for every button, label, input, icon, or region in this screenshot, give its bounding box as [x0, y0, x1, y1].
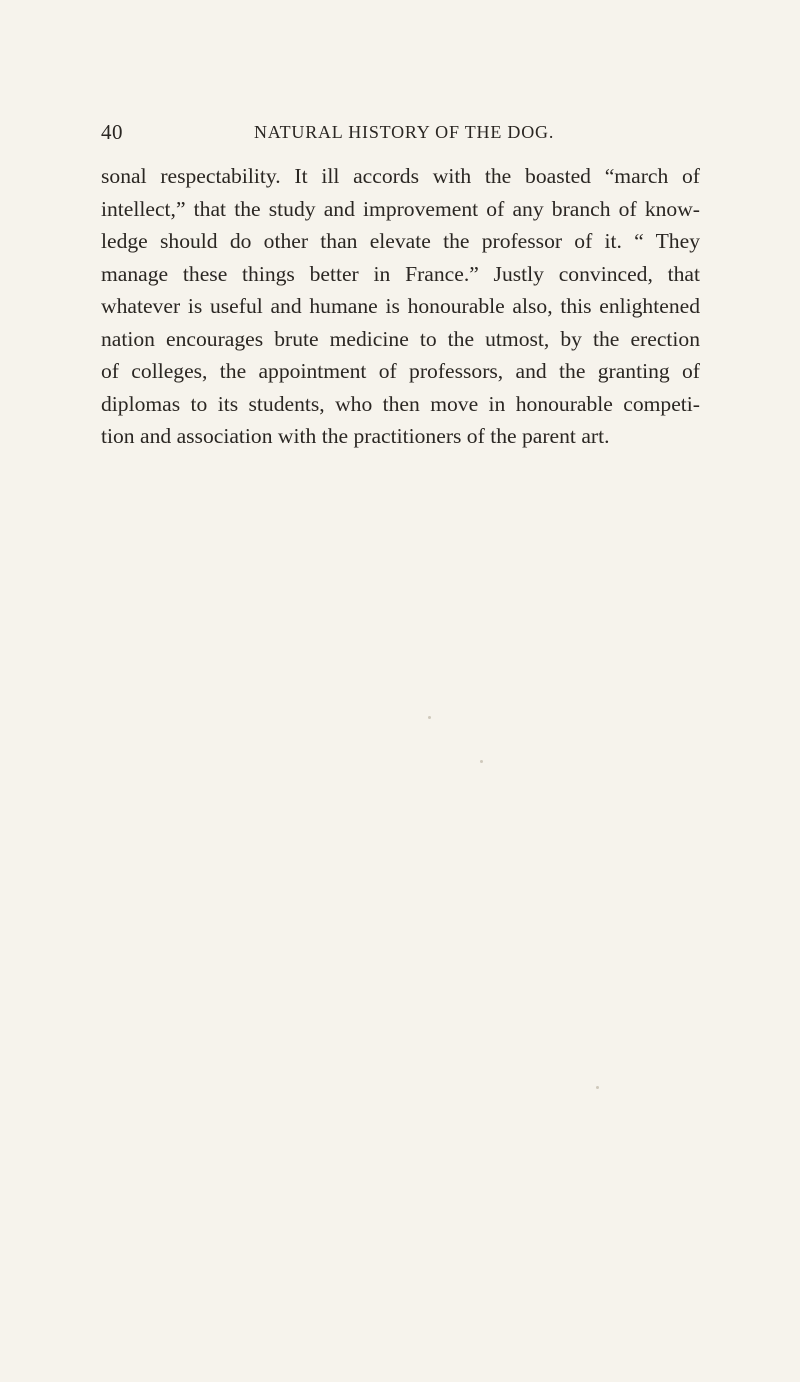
body-paragraph	[101, 160, 700, 453]
paper-speck	[596, 1086, 599, 1089]
text-line: of colleges, the appointment of professors, and the granting of	[101, 359, 700, 383]
paper-speck	[428, 716, 431, 719]
running-head: NATURAL HISTORY OF THE DOG.	[254, 122, 555, 142]
page-header	[101, 120, 700, 150]
text-line: sonal respectability. It ill accords with the boasted “march of	[101, 164, 700, 188]
text-line: nation encourages brute medicine to the utmost, by the erection	[101, 326, 700, 351]
paper-speck	[480, 760, 483, 763]
text-line: tion and association with the practitioners of the parent art.	[101, 424, 610, 448]
text-line: ledge should do other than elevate the professor of it. “ They	[101, 229, 700, 253]
text-line: manage these things better in France.” Justly convinced, that	[101, 261, 700, 286]
text-line: whatever is useful and humane is honourable also, this enlightened	[101, 294, 700, 318]
text-line: diplomas to its students, who then move in honourable competi-	[101, 391, 700, 416]
text-line: intellect,” that the study and improvement of any branch of know-	[101, 196, 700, 221]
page-number: 40	[101, 120, 123, 144]
